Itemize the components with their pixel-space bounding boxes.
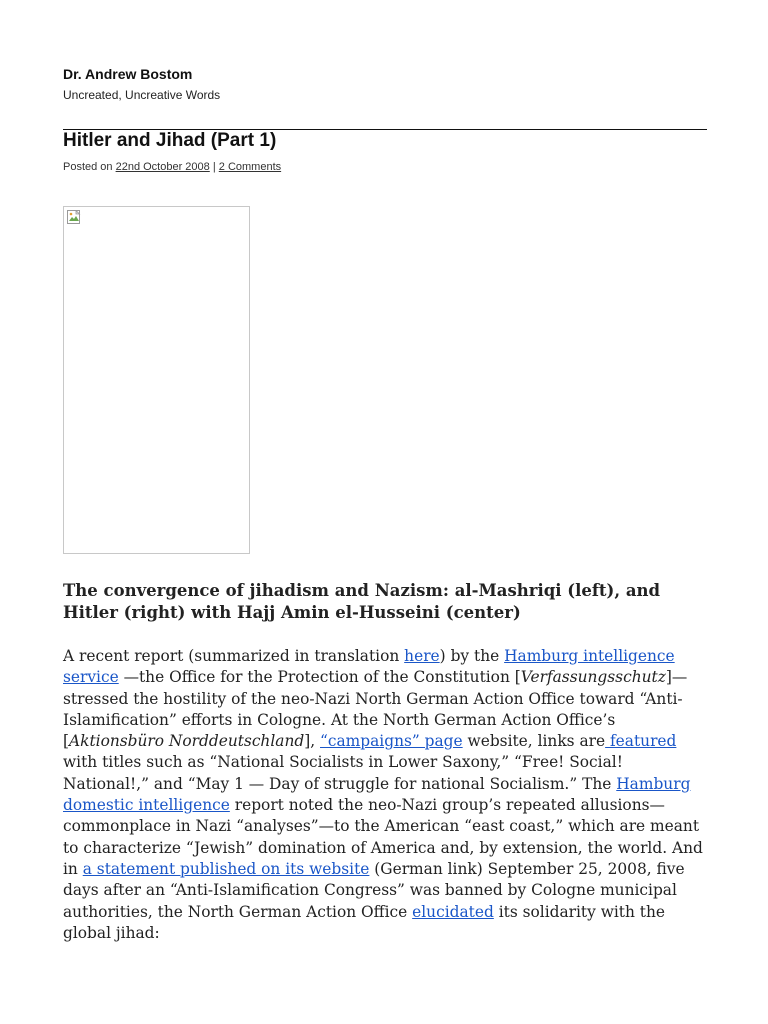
post-title: Hitler and Jihad (Part 1) [63,130,277,151]
text-segment: —the Office for the Protection of the Constitution [ [118,668,521,687]
comments-link[interactable]: 2 Comments [218,161,282,173]
post-meta [63,161,281,173]
site-tagline: Uncreated, Uncreative Words [63,88,221,102]
meta-separator: | [209,161,219,173]
text-segment: report noted the neo-Nazi group’s repeated allusions—commonplace in Nazi “analyses”—to the American “east coast,” which are meant to characterize “Jewish” domination of America and, by extension, the world. And in [63,796,703,878]
link-featured[interactable]: featured [605,732,677,751]
text-segment: A recent report (summarized in translation [63,647,405,665]
text-segment: ]—stressed the hostility of the neo-Nazi North German Action Office toward “Anti-Islamification” efforts in Cologne. At the North German Action Office’s [ [63,668,688,751]
link-campaigns-page[interactable]: “campaigns” page [320,732,463,751]
post-date-link[interactable]: 22nd October 2008 [115,161,210,173]
text-segment: (German link) September 25, 2008, five days after an “Anti-Islamification Congress” was banned by Cologne municipal authorities, the North German Action Office [63,859,685,921]
article-paragraph [63,646,709,944]
image-caption: The convergence of jihadism and Nazism: al-Mashriqi (left), and Hitler (right) with Hajj Amin el-Husseini (center) [63,581,661,622]
text-segment: ) by the [439,647,505,665]
site-title[interactable]: Dr. Andrew Bostom [63,66,193,82]
link-here[interactable]: here [404,647,440,665]
term-aktionsbuero: Aktionsbüro Norddeutschland [69,732,305,751]
link-hamburg-intelligence-service[interactable]: Hamburg intelligence service [63,647,675,687]
broken-image-icon [67,210,81,224]
link-elucidated[interactable]: elucidated [412,902,494,921]
text-segment: its solidarity with the global jihad: [63,902,665,942]
post-image [63,206,250,554]
posted-on-label: Posted on [63,161,116,173]
text-segment: with titles such as “National Socialists in Lower Saxony,” “Free! Social! National!,” and “May 1 — Day of struggle for national Socialism.” The [63,753,623,793]
link-hamburg-domestic-intelligence[interactable]: Hamburg domestic intelligence [63,774,691,815]
text-segment: ], [304,732,321,751]
term-verfassungsschutz: Verfassungsschutz [520,668,666,687]
link-statement-published[interactable]: a statement published on its website [82,859,370,878]
text-segment: website, links are [462,732,606,751]
